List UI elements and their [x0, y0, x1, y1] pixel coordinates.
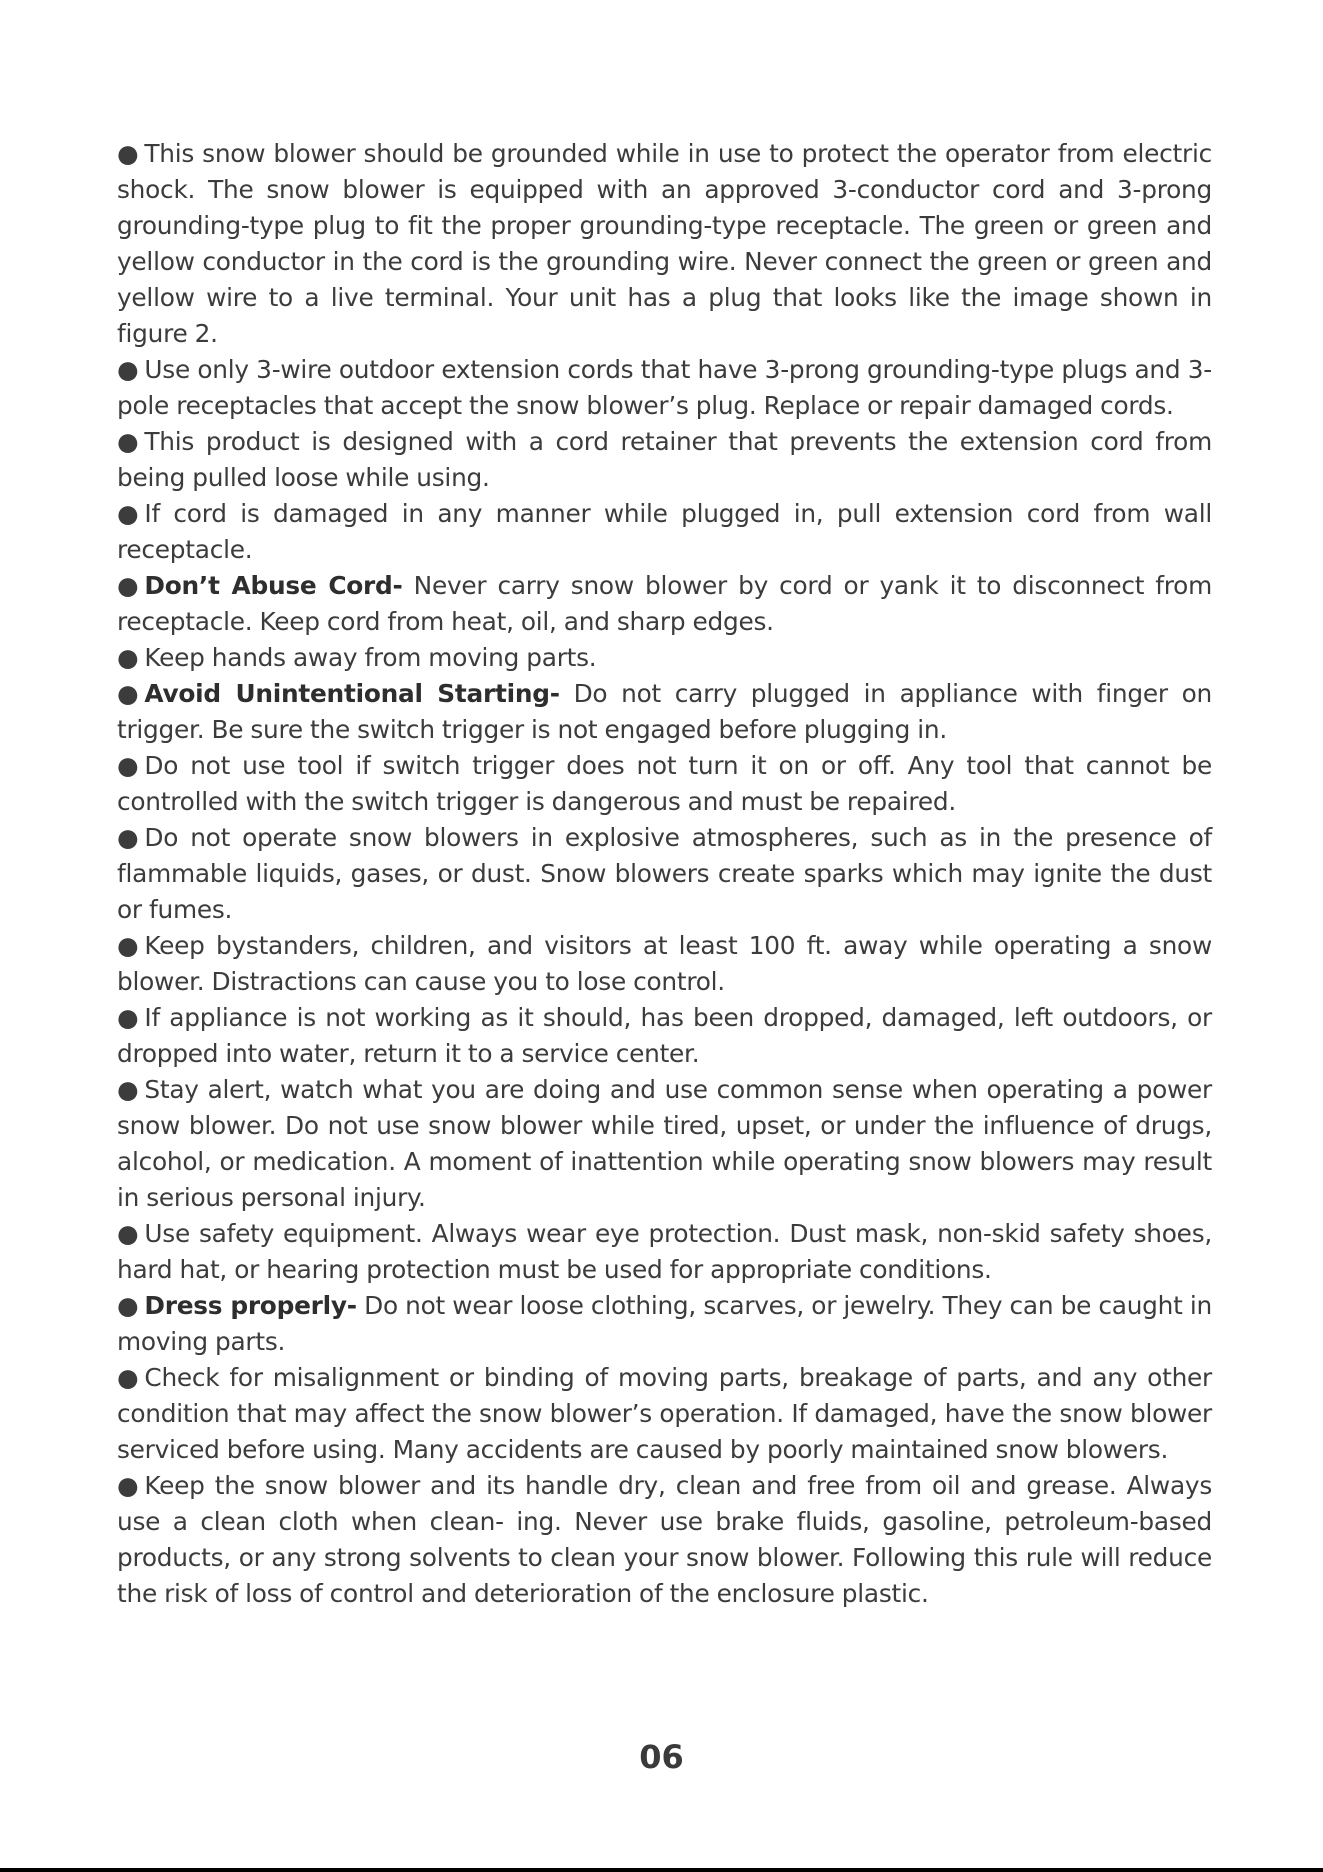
item-text: Check for misalignment or binding of moving parts, breakage of parts, and any other condition that may affect the snow blower’s operation. If damaged, have the snow blower serviced before using. Many accidents are caused by poorly maintained snow blowers.: [117, 1363, 1212, 1464]
list-item: [117, 676, 1212, 748]
item-text: Use safety equipment. Always wear eye protection. Dust mask, non-skid safety shoes, hard hat, or hearing protection must be used for appropriate conditions.: [117, 1219, 1212, 1284]
item-text: Keep hands away from moving parts.: [144, 643, 597, 672]
item-text: This product is designed with a cord retainer that prevents the extension cord from being pulled loose while using.: [117, 427, 1212, 492]
list-item: [117, 1072, 1212, 1216]
list-item: [117, 1360, 1212, 1468]
item-text: Never carry snow blower by cord or yank it to disconnect from receptacle. Keep cord from heat, oil, and sharp edges.: [117, 571, 1212, 636]
item-heading: Don’t Abuse Cord-: [144, 571, 403, 600]
bullet-icon: ●: [117, 1075, 139, 1104]
bullet-icon: ●: [117, 427, 139, 456]
item-text: Use only 3-wire outdoor extension cords that have 3-prong grounding-type plugs and 3-pole receptacles that accept the snow blower’s plug. Replace or repair damaged cords.: [117, 355, 1212, 420]
bullet-icon: ●: [117, 1471, 139, 1500]
item-text: Keep bystanders, children, and visitors at least 100 ft. away while operating a snow blower. Distractions can cause you to lose control.: [117, 931, 1212, 996]
bullet-icon: ●: [117, 643, 139, 672]
list-item: [117, 640, 1212, 676]
list-item: [117, 928, 1212, 1000]
list-item: [117, 352, 1212, 424]
list-item: [117, 136, 1212, 352]
bullet-icon: ●: [117, 679, 139, 708]
list-item: [117, 1000, 1212, 1072]
bullet-icon: ●: [117, 1363, 139, 1392]
item-heading: Dress properly-: [144, 1291, 357, 1320]
list-item: [117, 820, 1212, 928]
item-text: Do not use tool if switch trigger does not turn it on or off. Any tool that cannot be controlled with the switch trigger is dangerous and must be repaired.: [117, 751, 1212, 816]
list-item: [117, 496, 1212, 568]
page-bottom-edge: [0, 1868, 1323, 1872]
bullet-icon: ●: [117, 139, 139, 168]
list-item: [117, 424, 1212, 496]
item-text: Do not operate snow blowers in explosive atmospheres, such as in the presence of flammable liquids, gases, or dust. Snow blowers create sparks which may ignite the dust or fumes.: [117, 823, 1212, 924]
bullet-icon: ●: [117, 751, 139, 780]
list-item: [117, 1288, 1212, 1360]
item-text: Keep the snow blower and its handle dry, clean and free from oil and grease. Always use a clean cloth when clean- ing. Never use brake fluids, gasoline, petroleum-based products, or any strong solvents to clean your snow blower. Following this rule will reduce the risk of loss of control and deterioration of the enclosure plastic.: [117, 1471, 1212, 1608]
bullet-icon: ●: [117, 1003, 139, 1032]
safety-instructions: [117, 136, 1212, 1612]
item-text: Do not wear loose clothing, scarves, or jewelry. They can be caught in moving parts.: [117, 1291, 1212, 1356]
page-number: 06: [639, 1738, 684, 1776]
bullet-icon: ●: [117, 571, 139, 600]
item-text: Stay alert, watch what you are doing and use common sense when operating a power snow blower. Do not use snow blower while tired, upset, or under the influence of drugs, alcohol, or medication. A moment of inattention while operating snow blowers may result in serious personal injury.: [117, 1075, 1212, 1212]
list-item: [117, 1216, 1212, 1288]
item-text: This snow blower should be grounded while in use to protect the operator from electric shock. The snow blower is equipped with an approved 3-conductor cord and 3-prong grounding-type plug to fit the proper grounding-type receptacle. The green or green and yellow conductor in the cord is the grounding wire. Never connect the green or green and yellow wire to a live terminal. Your unit has a plug that looks like the image shown in figure 2.: [117, 139, 1212, 348]
bullet-icon: ●: [117, 1219, 139, 1248]
bullet-icon: ●: [117, 931, 139, 960]
item-text: If appliance is not working as it should, has been dropped, damaged, left outdoors, or dropped into water, return it to a service center.: [117, 1003, 1212, 1068]
list-item: [117, 748, 1212, 820]
bullet-icon: ●: [117, 499, 139, 528]
item-text: Do not carry plugged in appliance with finger on trigger. Be sure the switch trigger is not engaged before plugging in.: [117, 679, 1212, 744]
item-heading: Avoid Unintentional Starting-: [144, 679, 560, 708]
bullet-icon: ●: [117, 1291, 139, 1320]
bullet-icon: ●: [117, 823, 139, 852]
list-item: [117, 568, 1212, 640]
item-text: If cord is damaged in any manner while plugged in, pull extension cord from wall receptacle.: [117, 499, 1212, 564]
list-item: [117, 1468, 1212, 1612]
bullet-icon: ●: [117, 355, 139, 384]
